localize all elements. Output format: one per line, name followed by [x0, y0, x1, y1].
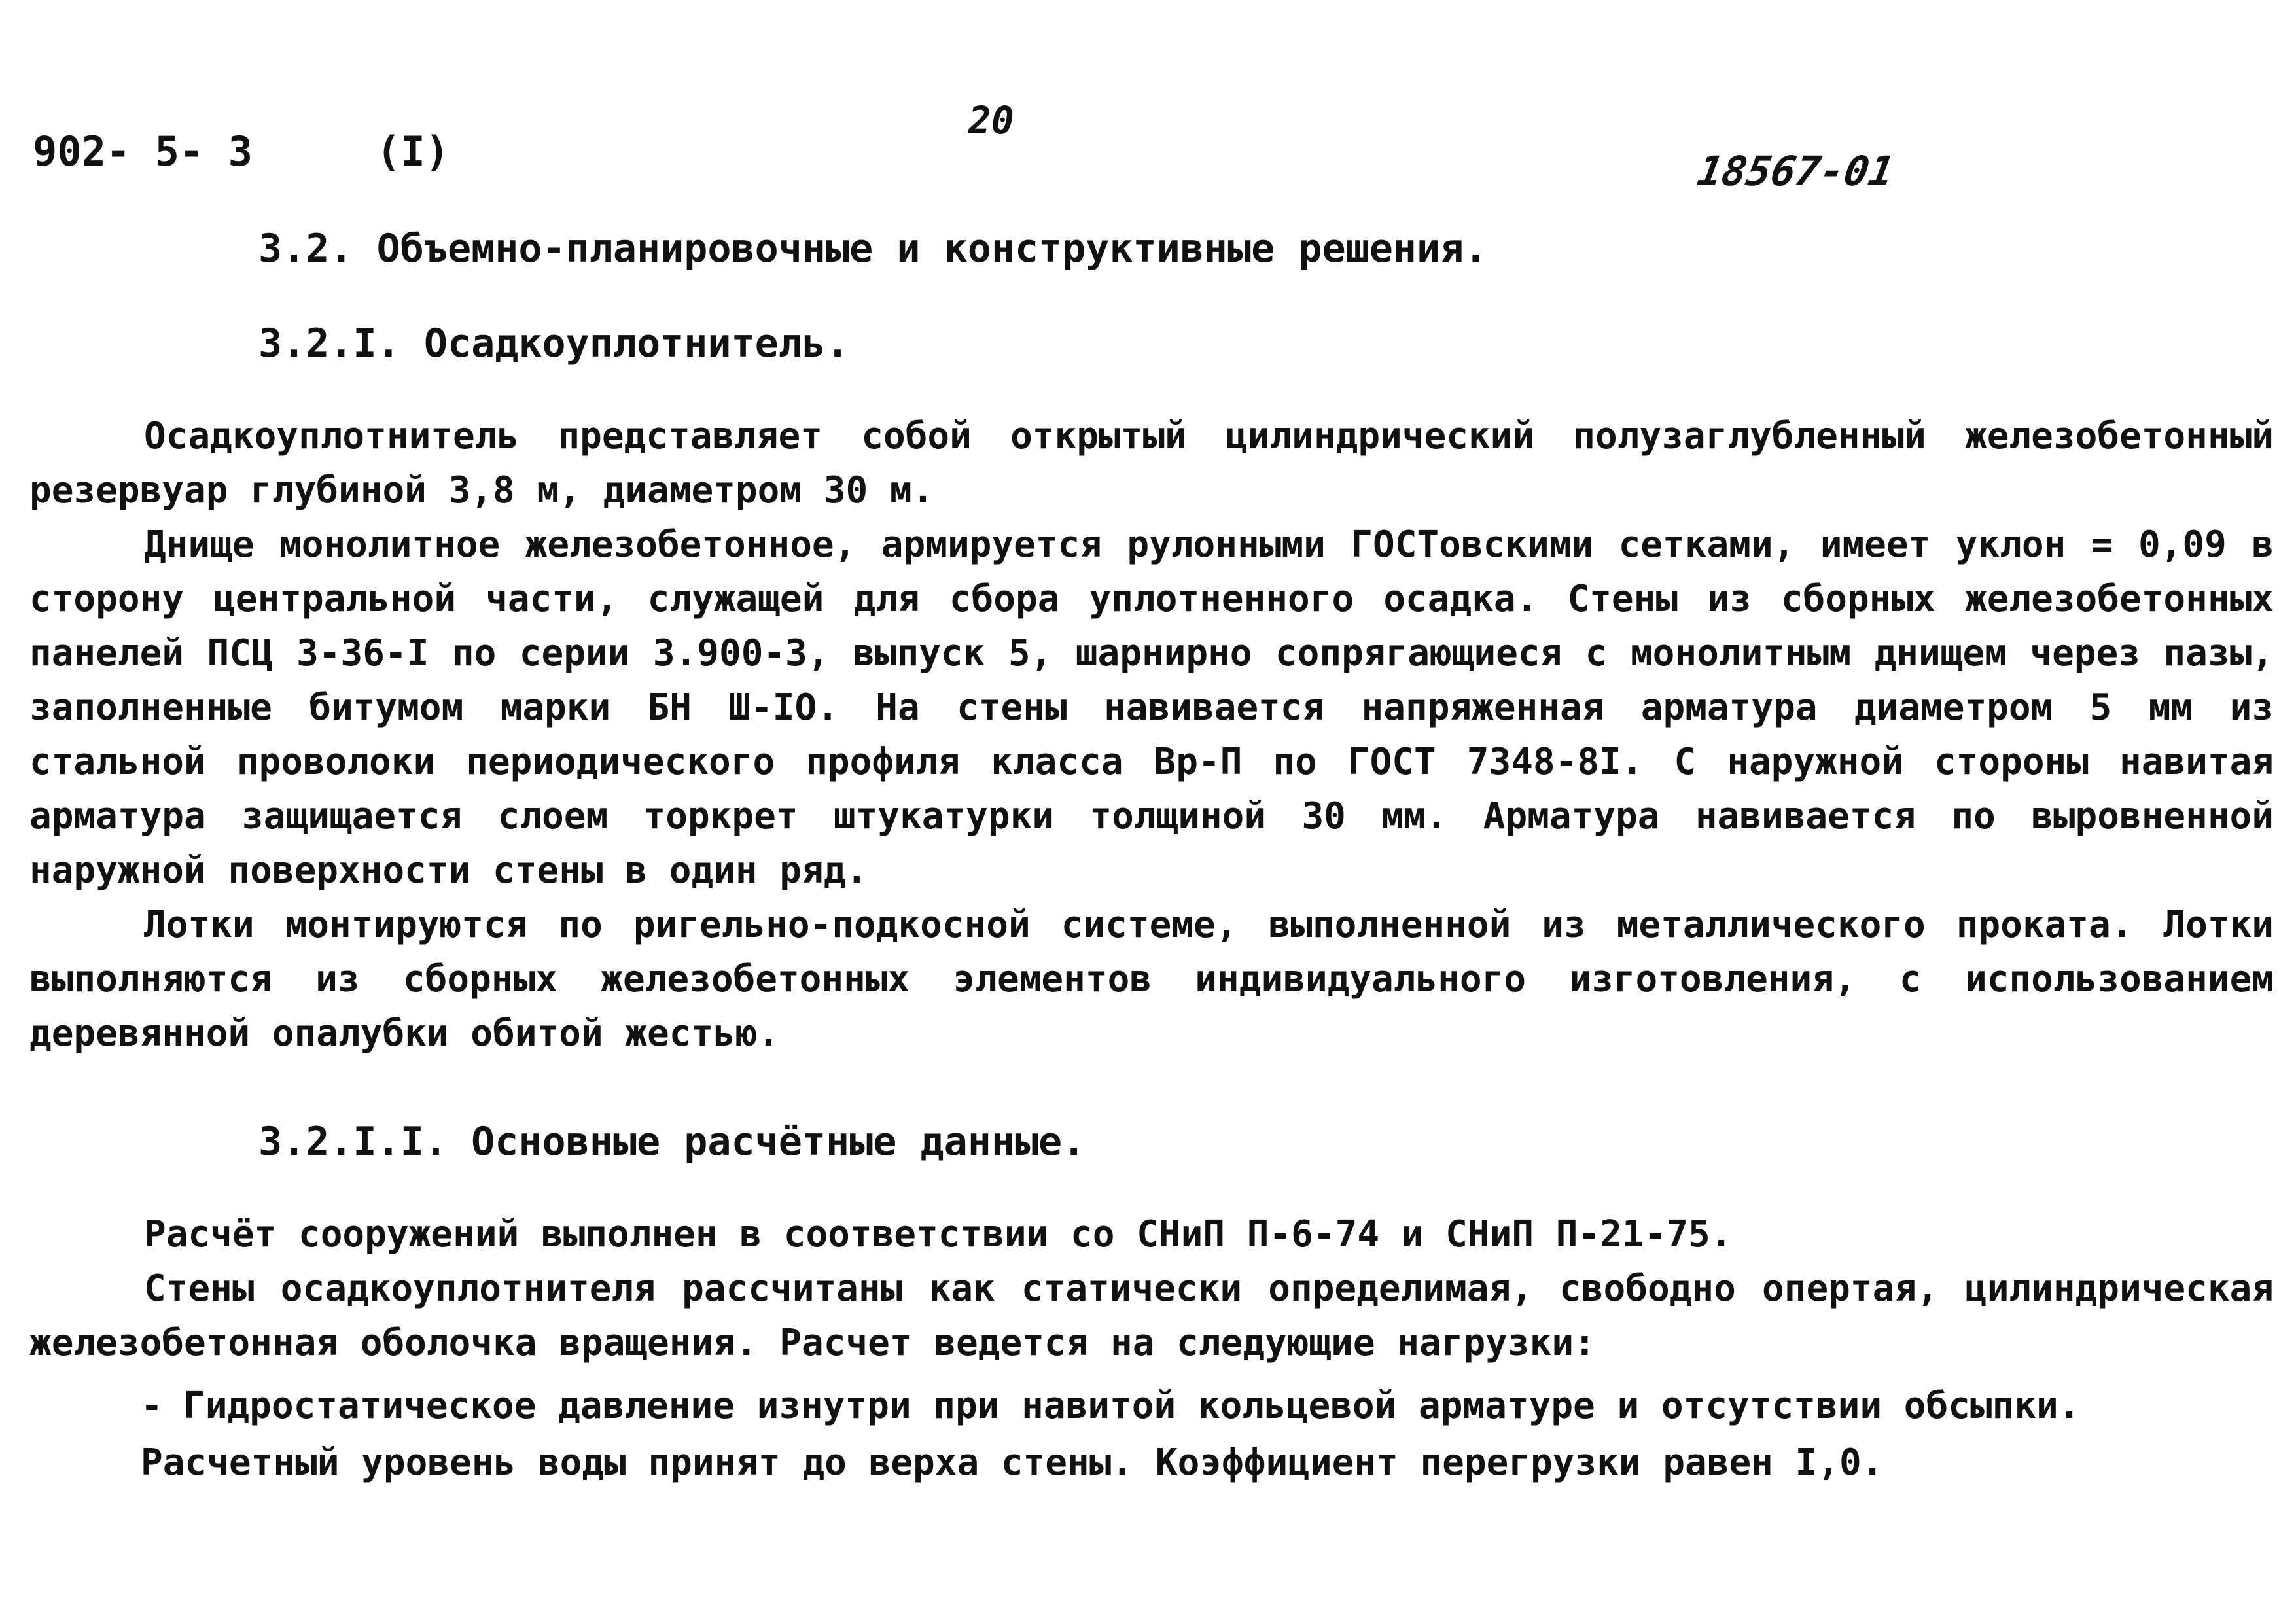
section-heading-3-2: 3.2. Объемно-планировочные и конструктивные решения. [258, 226, 1488, 272]
section-3-2-1-body [29, 409, 2274, 1061]
loads-list [141, 1377, 2274, 1491]
paragraph: Стены осадкоуплотнителя рассчитаны как статически определимая, свободно опертая, цилиндрическая железобетонная оболочка вращения. Расчет ведется на следующие нагрузки: [29, 1267, 2274, 1364]
paragraph: Расчёт сооружений выполнен в соответствии со СНиП П-6-74 и СНиП П-21-75. [144, 1213, 1733, 1256]
document-code: 902- 5- 3 [33, 128, 253, 175]
page-number: 20 [968, 98, 1014, 143]
list-item [141, 1377, 2274, 1434]
list-item-continuation: Расчетный уровень воды принят до верха стены. Коэффициент перегрузки равен I,0. [141, 1441, 1884, 1484]
paragraph: Осадкоуплотнитель представляет собой открытый цилиндрический полузаглубленный железобетонный резервуар глубиной 3,8 м, диаметром 30 м. [29, 415, 2274, 512]
paragraph: Лотки монтируются по ригельно-подкосной системе, выполненной из металлического проката. Лотки выполняются из сборных железобетонных элементов индивидуального изготовления, с использованием деревянной опалубки обитой жестью. [29, 904, 2274, 1055]
list-dash: - [141, 1384, 163, 1427]
section-3-2-1-1-body [29, 1207, 2274, 1370]
section-heading-3-2-1-1: 3.2.I.I. Основные расчётные данные. [258, 1119, 1086, 1165]
section-heading-3-2-1: 3.2.I. Осадкоуплотнитель. [258, 321, 850, 366]
document-number: 18567-01 [1693, 147, 1898, 195]
list-item-text: Гидростатическое давление изнутри при навитой кольцевой арматуре и отсутствии обсыпки. [183, 1384, 2081, 1427]
document-part: (I) [376, 128, 450, 175]
paragraph: Днище монолитное железобетонное, армируется рулонными ГОСТовскими сетками, имеет уклон = 0,09 в сторону центральной части, служащей для сбора уплотненного осадка. Стены из сборных железобетонных панелей ПСЦ 3-36-I по серии 3.900-3, выпуск 5, шарнирно сопрягающиеся с монолитным днищем через пазы, заполненные битумом марки БН Ш-IO. На стены навивается напряженная арматура диаметром 5 мм из стальной проволоки периодического профиля класса Вр-П по ГОСТ 7348-8I. С наружной стороны навитая арматура защищается слоем торкрет штукатурки толщиной 30 мм. Арматура навивается по выровненной наружной поверхности стены в один ряд. [29, 523, 2274, 892]
